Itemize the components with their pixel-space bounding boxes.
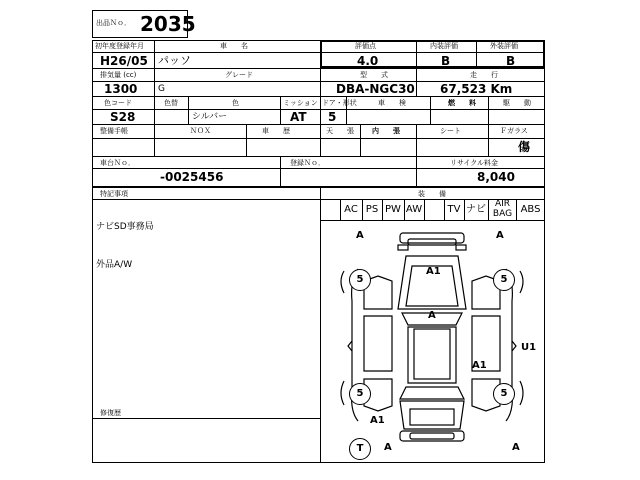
transmission: AT: [290, 110, 307, 124]
mileage-label: 走 行: [470, 71, 498, 79]
chassis-number: -0025456: [160, 170, 224, 184]
recycle-fee: 8,040: [477, 170, 515, 184]
mark-front-right: A: [496, 230, 504, 241]
lot-number-label: 出品Ｎｏ．: [96, 19, 131, 27]
model-label: 型 式: [360, 71, 388, 79]
exterior-label: 外装評価: [490, 42, 518, 50]
interior-label: 内装評価: [430, 42, 458, 50]
recycle-label: リサイクル料金: [450, 159, 499, 167]
equipment-airbag: AIR BAG: [492, 199, 513, 219]
equipment-ps: PS: [365, 204, 379, 215]
spare-tire: T: [349, 438, 371, 460]
registration-label: 登録Ｎｏ．: [290, 159, 325, 167]
mark-front-left: A: [356, 230, 364, 241]
equipment-tv: TV: [447, 204, 461, 215]
tire-front-left: 5: [349, 269, 371, 291]
equipment-aw: AW: [405, 204, 423, 215]
score-label: 評価点: [355, 42, 376, 50]
glass-label: Ｆガラス: [500, 127, 528, 135]
displacement: 1300: [104, 82, 138, 96]
mark-right-side: U1: [521, 342, 537, 353]
cc-label: 排気量 (cc): [100, 71, 137, 79]
doors-label: ドア・形状: [322, 99, 357, 107]
mark-hood: A1: [426, 266, 441, 277]
repair-history-label: 修復歴: [100, 409, 121, 417]
mark-bottom-right: A: [512, 442, 520, 453]
mark-bottom-left: A: [384, 442, 392, 453]
name-label: 車 名: [220, 42, 248, 50]
car-diagram: [320, 221, 545, 463]
score: 4.0: [357, 54, 379, 68]
grade: G: [158, 84, 165, 94]
inspection-label: 車 検: [378, 99, 406, 107]
nox-label: ＮＯＸ: [190, 127, 211, 135]
color-code-label: 色コード: [104, 99, 132, 107]
upholstery-label: 内 張: [372, 127, 400, 135]
grade-label: グレード: [225, 71, 253, 79]
color-label: 色: [232, 99, 239, 107]
equipment-ac: AC: [344, 204, 358, 215]
fuel-label: 燃 料: [448, 99, 476, 107]
tire-rear-right: 5: [493, 383, 515, 405]
notes-line-1: ナビSD事務局: [96, 222, 154, 232]
tire-front-right: 5: [493, 269, 515, 291]
tire-rear-left: 5: [349, 383, 371, 405]
mark-roof: A: [428, 310, 436, 321]
color: シルバー: [192, 112, 228, 122]
doors: 5: [328, 110, 337, 124]
year-label: 初年度登録年月: [95, 42, 144, 50]
seat-label: シート: [440, 127, 461, 135]
notes-line-2: 外品A/W: [96, 260, 133, 270]
color-change-label: 色替: [164, 99, 178, 107]
mark-rear-right-panel: A1: [472, 360, 487, 371]
car-name: パッソ: [158, 54, 191, 67]
color-code: S28: [110, 110, 136, 124]
special-notes-label: 特記事項: [100, 190, 128, 198]
manual-label: 整備手帳: [100, 127, 128, 135]
interior-grade: B: [441, 54, 451, 68]
equipment-navi: ナビ: [466, 204, 486, 215]
equipment-abs: ABS: [520, 204, 541, 215]
model-code: DBA-NGC30: [336, 82, 415, 96]
front-glass: 傷: [518, 140, 531, 154]
drive-label: 駆 動: [503, 99, 531, 107]
mission-label: ミッション: [283, 99, 318, 107]
lot-number: 2035: [140, 12, 196, 36]
equipment-pw: PW: [385, 204, 401, 215]
equipment-label: 装 備: [418, 190, 446, 198]
history-label: 車 歴: [262, 127, 290, 135]
mileage: 67,523 Km: [440, 82, 513, 96]
first-registration: H26/05: [100, 54, 148, 68]
exterior-grade: B: [506, 54, 516, 68]
mark-rear-left: A1: [370, 415, 385, 426]
roof-lining-label: 天 張: [326, 127, 354, 135]
chassis-label: 車台Ｎｏ．: [100, 159, 135, 167]
